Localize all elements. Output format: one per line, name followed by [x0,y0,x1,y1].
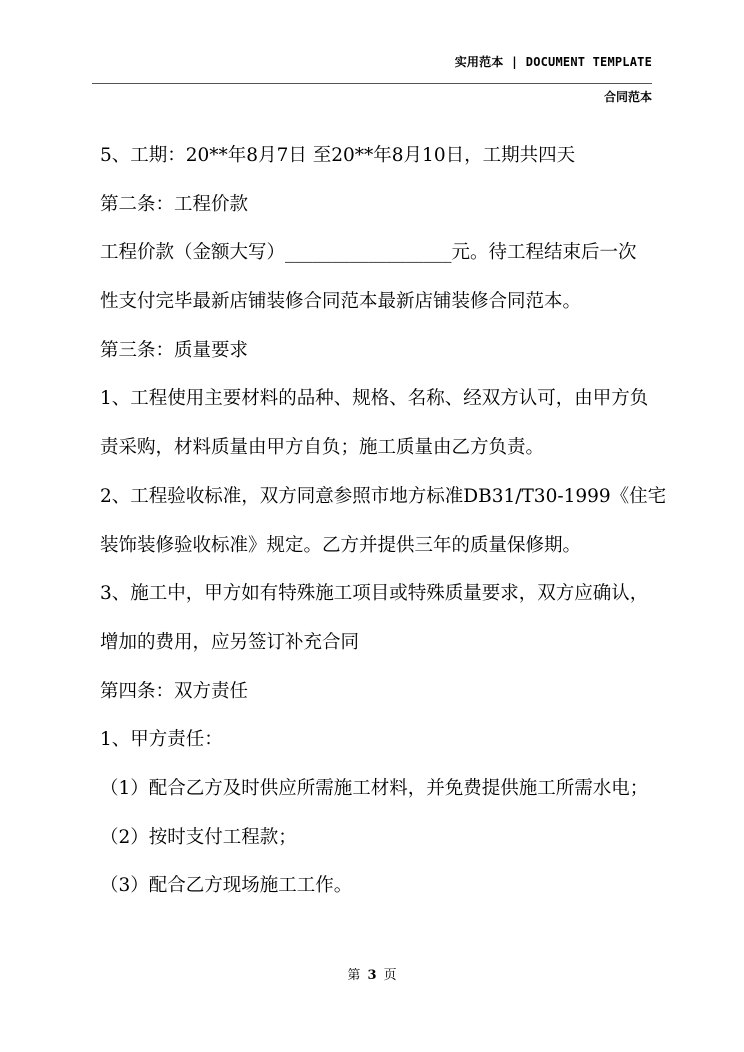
header-divider [92,83,652,84]
article-2-heading: 第二条：工程价款 [100,193,249,215]
page-number: 3 [367,968,377,983]
page-number-suffix: 页 [383,968,397,983]
clause-duration: 5、工期：20**年8月7日 至20**年8月10日，工期共四天 [100,145,576,166]
quality-item-1-line-2: 责采购，材料质量由甲方自负；施工质量由乙方负责。 [100,437,545,459]
page-number-prefix: 第 [347,968,361,983]
quality-item-2-line-1: 2、工程验收标准，双方同意参照市地方标准DB31/T30-1999《住宅 [100,485,667,507]
price-line-1: 工程价款（金额大写）__________________元。待工程结束后一次 [100,242,637,264]
party-a-duty-3: （3）配合乙方现场施工工作。 [100,875,353,897]
party-a-heading: 1、甲方责任： [100,729,223,751]
header-subtitle: 合同范本 [603,90,652,104]
price-line-2: 性支付完毕最新店铺装修合同范本最新店铺装修合同范本。 [100,291,582,313]
quality-item-1-line-1: 1、工程使用主要材料的品种、规格、名称、经双方认可，由甲方负 [100,388,649,410]
quality-item-2-line-2: 装饰装修验收标准》规定。乙方并提供三年的质量保修期。 [100,534,582,556]
article-3-heading: 第三条：质量要求 [100,339,249,361]
party-a-duty-1: （1）配合乙方及时供应所需施工材料，并免费提供施工所需水电； [100,777,649,799]
header-title: 实用范本 | DOCUMENT TEMPLATE [454,55,652,69]
document-body [100,144,667,923]
page-footer [0,964,744,983]
quality-item-3-line-1: 3、施工中，甲方如有特殊施工项目或特殊质量要求，双方应确认， [100,583,649,605]
quality-item-3-line-2: 增加的费用，应另签订补充合同 [100,631,360,653]
party-a-duty-2: （2）按时支付工程款； [100,826,297,848]
article-4-heading: 第四条：双方责任 [100,680,249,702]
